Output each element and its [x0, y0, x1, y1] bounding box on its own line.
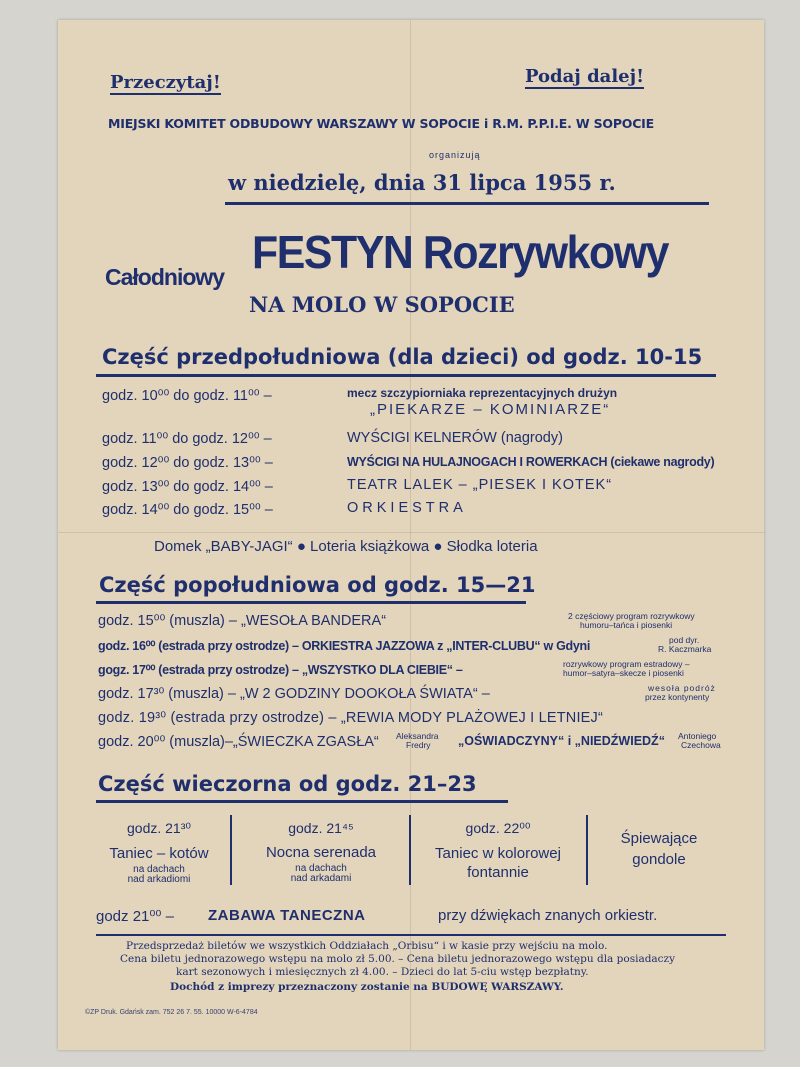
afternoon-row-1-note: 2 częściowy program rozrywkowy: [568, 611, 695, 621]
evening-col-3-time: godz. 22⁰⁰: [465, 820, 531, 836]
committee-line: MIEJSKI KOMITET ODBUDOWY WARSZAWY W SOPOCIE i R.M. P.P.I.E. W SOPOCIE: [108, 116, 654, 131]
morning-row-4-event: TEATR LALEK – „PIESEK I KOTEK“: [347, 477, 613, 493]
afternoon-row-3-note: rozrywkowy program estradowy –: [563, 659, 690, 669]
evening-col-1-time: godz. 21³⁰: [127, 820, 191, 836]
fold-line-horizontal: [58, 532, 764, 533]
evening-col-2-sub1: na dachach: [295, 863, 347, 874]
afternoon-row-6-author1: Aleksandra: [396, 731, 439, 741]
morning-section-header: Część przedpołudniowa (dla dzieci) od godz. 10-15: [102, 345, 703, 369]
evening-col-1-title: Taniec – kotów: [109, 845, 209, 862]
evening-section-header: Część wieczorna od godz. 21–23: [98, 772, 477, 796]
evening-divider-3: [586, 815, 588, 885]
afternoon-row-5: godz. 19³⁰ (estrada przy ostrodze) – „REWIA MODY PLAŻOWEJ I LETNIEJ“: [98, 710, 604, 726]
footer-line-3: kart sezonowych i miesięcznych zł 4.00. – Dzieci do lat 5-ciu wstęp bezpłatny.: [176, 966, 589, 978]
morning-row-4-time: godz. 13⁰⁰ do godz. 14⁰⁰ –: [102, 479, 273, 495]
afternoon-row-2-note2: R. Kaczmarka: [658, 644, 712, 654]
afternoon-row-1: godz. 15⁰⁰ (muszla) – „WESOŁA BANDERA“: [98, 613, 387, 629]
footer-line-2: Cena biletu jednorazowego wstępu na molo zł 5.00. – Cena biletu jednorazowego wstępu dla posiadaczy: [120, 953, 676, 965]
event-date: w niedzielę, dnia 31 lipca 1955 r.: [228, 170, 616, 195]
festival-title: FESTYN Rozrywkowy: [252, 226, 669, 278]
afternoon-rule: [96, 601, 526, 604]
poster: [58, 20, 764, 1050]
footer-line-4: Dochód z imprezy przeznaczony zostanie na BUDOWĘ WARSZAWY.: [170, 981, 564, 993]
afternoon-row-4-note2: przez kontynenty: [645, 692, 710, 702]
afternoon-row-6: godz. 20⁰⁰ (muszla)–„ŚWIECZKA ZGASŁA“: [98, 734, 379, 750]
evening-rule: [96, 800, 508, 803]
morning-row-1-event: mecz szczypiorniaka reprezentacyjnych drużyn: [347, 386, 618, 400]
festival-subtitle: NA MOLO W SOPOCIE: [249, 292, 515, 317]
evening-divider-1: [230, 815, 232, 885]
dance-time: godz 21⁰⁰ –: [96, 908, 174, 925]
evening-col-2-time: godz. 21⁴⁵: [288, 820, 354, 836]
morning-row-3-event: WYŚCIGI NA HULAJNOGACH I ROWERKACH (ciekawe nagrody): [347, 455, 715, 469]
afternoon-row-6-plays: „OŚWIADCZYNY“ i „NIEDŹWIEDŹ“: [458, 734, 665, 748]
afternoon-row-4: godz. 17³⁰ (muszla) – „W 2 GODZINY DOOKOŁA ŚWIATA“ –: [98, 686, 490, 702]
afternoon-row-3-note2: humor–satyra–skecze i piosenki: [563, 668, 684, 678]
morning-extras: Domek „BABY-JAGI“ ● Loteria książkowa ● Słodka loteria: [154, 538, 538, 555]
evening-col-3: [414, 820, 582, 881]
morning-rule: [96, 374, 716, 377]
afternoon-row-6-author2: Antoniego: [678, 731, 717, 741]
footer-rule: [96, 934, 726, 936]
dance-title: ZABAWA TANECZNA: [208, 907, 366, 924]
pass-on-heading: Podaj dalej!: [525, 66, 645, 87]
morning-row-1-time: godz. 10⁰⁰ do godz. 11⁰⁰ –: [102, 388, 272, 404]
read-heading: Przeczytaj!: [110, 72, 221, 93]
evening-col-3-sub1: fontannie: [467, 864, 529, 881]
evening-col-4-sub1: gondole: [632, 851, 686, 868]
afternoon-row-4-note: wesoła podróż: [648, 683, 716, 693]
evening-col-4-title: Śpiewające: [620, 830, 698, 847]
morning-row-3-time: godz. 12⁰⁰ do godz. 13⁰⁰ –: [102, 455, 273, 471]
title-prefix: Całodniowy: [105, 264, 225, 290]
evening-col-3-title: Taniec w kolorowej: [435, 845, 561, 862]
print-info: ©ZP Druk. Gdańsk zam. 752 26 7. 55. 10000 W-6-4784: [85, 1009, 258, 1016]
organizes-text: organizują: [429, 150, 481, 160]
evening-col-2-title: Nocna serenada: [265, 844, 377, 861]
dance-tail: przy dźwiękach znanych orkiestr.: [438, 907, 658, 924]
afternoon-row-2: godz. 16⁰⁰ (estrada przy ostrodze) – ORKIESTRA JAZZOWA z „INTER-CLUBU“ w Gdyni: [98, 639, 590, 653]
afternoon-row-1-note2: humoru–tańca i piosenki: [580, 620, 673, 630]
morning-row-2-event: WYŚCIGI KELNERÓW (nagrody): [347, 430, 563, 446]
evening-col-1-sub1: na dachach: [133, 864, 185, 875]
evening-col-2: [236, 820, 406, 884]
afternoon-row-6-author1b: Fredry: [406, 740, 431, 750]
evening-col-1-sub2: nad arkadiomi: [127, 874, 191, 885]
evening-col-2-sub2: nad arkadami: [290, 873, 352, 884]
afternoon-row-2-note: pod dyr.: [669, 635, 700, 645]
morning-row-1-event-line2: „PIEKARZE – KOMINIARZE“: [370, 401, 611, 418]
morning-row-5-event: ORKIESTRA: [347, 500, 467, 516]
afternoon-row-3: gogz. 17⁰⁰ (estrada przy ostrodze) – „WSZYSTKO DLA CIEBIE“ –: [98, 663, 463, 677]
evening-divider-2: [409, 815, 411, 885]
afternoon-section-header: Część popołudniowa od godz. 15—21: [99, 573, 536, 597]
morning-row-5-time: godz. 14⁰⁰ do godz. 15⁰⁰ –: [102, 502, 273, 518]
morning-row-2-time: godz. 11⁰⁰ do godz. 12⁰⁰ –: [102, 431, 272, 447]
afternoon-row-6-author2b: Czechowa: [681, 740, 721, 750]
evening-col-4: [594, 830, 724, 868]
footer-line-1: Przedsprzedaż biletów we wszystkich Oddziałach „Orbisu“ i w kasie przy wejściu na molo.: [126, 940, 608, 952]
evening-col-1: [94, 820, 224, 885]
date-underline: [225, 202, 709, 205]
